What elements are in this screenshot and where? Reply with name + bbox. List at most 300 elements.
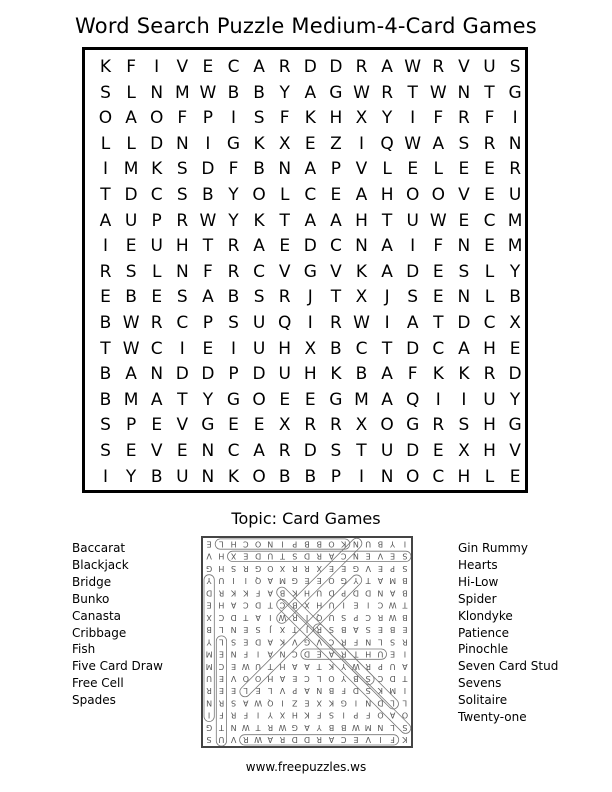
answer-key-letter: O <box>267 563 274 573</box>
grid-letter: H <box>175 236 189 257</box>
grid-letter: D <box>508 364 522 385</box>
grid-letter: D <box>124 185 138 205</box>
answer-key-letter: O <box>401 710 409 720</box>
grid-letter: B <box>227 82 240 103</box>
answer-key-letter: R <box>316 625 322 635</box>
grid-letter: C <box>432 338 445 359</box>
answer-key-letter: M <box>279 576 286 586</box>
answer-key-letter: S <box>231 637 237 647</box>
grid-letter: A <box>125 364 137 385</box>
grid-letter: S <box>176 159 188 180</box>
answer-key-letter: A <box>328 551 335 561</box>
answer-key-letter: D <box>365 588 372 598</box>
grid-letter: D <box>329 57 343 77</box>
word-list-item: Klondyke <box>458 608 513 623</box>
answer-key-letter: K <box>328 698 335 708</box>
answer-key-letter: Q <box>316 612 323 622</box>
grid-letter: R <box>150 313 163 333</box>
grid-letter: E <box>432 441 444 461</box>
grid-letter: N <box>150 82 164 103</box>
answer-key-letter: N <box>230 723 237 732</box>
grid-letter: B <box>150 466 163 487</box>
grid-letter: N <box>508 133 522 154</box>
grid-letter: A <box>253 57 265 77</box>
word-list-item: Twenty-one <box>458 710 527 725</box>
grid-letter: T <box>433 313 444 333</box>
grid-letter: D <box>303 57 317 77</box>
answer-key-letter: R <box>292 612 298 622</box>
grid-letter: P <box>125 415 137 436</box>
answer-key-letter: X <box>316 563 322 573</box>
answer-key-letter: E <box>390 551 396 561</box>
grid-letter: I <box>410 236 416 257</box>
answer-key-letter: O <box>254 674 262 683</box>
answer-key-letter: W <box>254 735 263 745</box>
answer-key-letter: R <box>279 735 286 745</box>
answer-key-letter: D <box>255 600 262 610</box>
answer-key-letter: V <box>365 563 371 573</box>
grid-letter: K <box>432 364 444 385</box>
grid-letter: B <box>99 364 112 385</box>
answer-key-letter: D <box>389 674 396 683</box>
grid-letter: K <box>330 364 342 385</box>
grid-letter: U <box>406 210 419 231</box>
grid-letter: N <box>457 236 471 257</box>
grid-letter: E <box>253 415 265 436</box>
grid-letter: R <box>381 82 393 103</box>
answer-key-letter: D <box>328 588 335 598</box>
grid-letter: R <box>278 57 291 77</box>
answer-key-letter: E <box>243 551 249 561</box>
answer-key-letter: W <box>351 661 360 671</box>
answer-key-letter: G <box>340 576 347 586</box>
grid-letter: D <box>406 441 420 461</box>
grid-letter: W <box>122 313 140 333</box>
answer-key-letter: U <box>328 612 335 622</box>
puzzle-grid <box>82 47 528 493</box>
grid-letter: M <box>354 389 369 410</box>
grid-letter: S <box>458 261 470 282</box>
grid-letter: B <box>253 82 265 103</box>
word-list-item: Hi-Low <box>458 574 499 589</box>
grid-letter: V <box>458 185 470 205</box>
answer-key-letter: D <box>352 686 359 696</box>
answer-key-letter: T <box>267 600 273 610</box>
word-list-item: Fish <box>72 642 96 657</box>
grid-letter: C <box>432 466 445 487</box>
grid-letter: Y <box>228 210 239 231</box>
grid-letter: E <box>484 185 495 205</box>
grid-letter: T <box>100 338 111 359</box>
answer-key-letter: X <box>230 551 237 561</box>
grid-letter: N <box>201 466 215 487</box>
answer-key-letter: T <box>267 661 273 671</box>
answer-key-letter: W <box>241 661 250 671</box>
answer-key-letter: A <box>304 686 310 696</box>
answer-key-letter: G <box>291 576 298 586</box>
grid-letter: G <box>508 82 522 103</box>
answer-key-letter: R <box>243 735 249 745</box>
answer-key-letter: D <box>255 637 262 647</box>
grid-letter: S <box>458 133 470 154</box>
puzzle-title: Word Search Puzzle Medium-4-Card Games <box>75 14 537 38</box>
word-list-item: Solitaire <box>458 693 508 708</box>
answer-key-letter: R <box>218 588 225 598</box>
answer-key-letter: B <box>206 625 212 635</box>
answer-key-letter: I <box>342 710 345 720</box>
answer-key-letter: D <box>303 551 311 561</box>
answer-key-letter: H <box>218 551 225 561</box>
grid-letter: C <box>150 338 163 359</box>
answer-key-letter: S <box>328 625 335 635</box>
answer-key-letter: E <box>206 600 212 610</box>
grid-letter: L <box>484 287 495 308</box>
answer-key-letter: V <box>316 637 322 647</box>
grid-letter: C <box>355 338 368 359</box>
answer-key-letter: I <box>354 698 358 708</box>
grid-letter: A <box>406 313 419 333</box>
answer-key-letter: E <box>353 735 359 745</box>
answer-key-letter: G <box>352 563 360 573</box>
answer-key-letter: C <box>218 661 225 671</box>
answer-key-letter: R <box>267 723 274 732</box>
answer-key-letter: G <box>254 563 262 573</box>
answer-key-letter: E <box>231 686 237 696</box>
grid-letter: R <box>278 287 291 308</box>
grid-letter: O <box>380 415 394 436</box>
word-list-left <box>72 540 163 709</box>
answer-key-letter: T <box>255 723 261 732</box>
answer-key-letter: S <box>255 625 261 635</box>
grid-letter: B <box>99 313 112 333</box>
answer-key-letter: U <box>255 661 262 671</box>
grid-letter: R <box>329 313 342 333</box>
grid-letter: S <box>253 287 265 308</box>
answer-key-letter: G <box>340 698 347 708</box>
answer-key-letter: H <box>279 661 286 671</box>
grid-letter: Y <box>125 466 137 487</box>
answer-key-letter: C <box>377 600 384 610</box>
answer-key-letter: E <box>292 674 298 683</box>
answer-key-letter: R <box>206 686 212 696</box>
grid-letter: N <box>175 133 189 154</box>
grid-letter: O <box>405 466 420 487</box>
grid-letter: E <box>176 441 188 461</box>
grid-letter: E <box>484 236 495 257</box>
answer-key-letter: C <box>243 539 249 549</box>
answer-key-letter: E <box>390 649 396 659</box>
grid-letter: D <box>457 313 471 333</box>
grid-letter: Y <box>381 108 393 129</box>
grid-letter: G <box>226 389 241 410</box>
answer-key-letter: E <box>402 625 408 635</box>
topic-label: Topic: Card Games <box>231 509 381 528</box>
answer-key-letter: S <box>206 735 212 745</box>
grid-letter: K <box>227 466 240 487</box>
grid-letter: E <box>202 57 214 77</box>
grid-letter: G <box>201 415 215 436</box>
grid-letter: S <box>176 287 188 308</box>
grid-letter: E <box>151 287 163 308</box>
answer-key-letter: B <box>377 539 384 549</box>
answer-key-letter: K <box>304 710 310 720</box>
grid-letter: S <box>100 415 111 436</box>
answer-key-letter: B <box>340 723 347 732</box>
grid-letter: Z <box>330 133 342 154</box>
grid-letter: E <box>279 389 291 410</box>
grid-letter: H <box>483 415 496 436</box>
answer-key-letter: P <box>292 539 298 549</box>
word-list-item: Seven Card Stud <box>458 659 559 674</box>
grid-letter: S <box>253 108 265 129</box>
grid-letter: E <box>330 185 342 205</box>
answer-key-letter: V <box>365 735 371 745</box>
answer-key-letter: A <box>267 735 274 745</box>
answer-key-letter: W <box>278 723 287 732</box>
grid-letter: N <box>355 236 368 257</box>
grid-letter: T <box>177 389 188 410</box>
answer-key-letter: A <box>304 661 310 671</box>
answer-key-letter: C <box>292 649 298 659</box>
answer-key-letter: O <box>328 576 335 586</box>
grid-letter: J <box>307 287 313 308</box>
answer-key-letter: B <box>316 539 322 549</box>
grid-letter: W <box>404 57 422 77</box>
answer-key-letter: Y <box>341 674 347 683</box>
answer-key-letter: H <box>218 563 225 573</box>
answer-key-letter: I <box>403 686 407 696</box>
grid-letter: U <box>150 236 163 257</box>
answer-key-letter: E <box>353 600 359 610</box>
answer-key-letter: I <box>207 710 211 720</box>
grid-letter: S <box>125 261 137 282</box>
answer-key-letter: U <box>218 576 225 586</box>
answer-key-letter: Y <box>390 539 396 549</box>
answer-key-letter: D <box>303 649 311 659</box>
grid-letter: L <box>382 159 392 180</box>
grid-letter: D <box>252 364 266 385</box>
grid-letter: A <box>381 261 393 282</box>
answer-key-letter: D <box>230 612 237 622</box>
grid-letter: I <box>102 236 108 257</box>
grid-letter: L <box>151 261 162 282</box>
grid-letter: C <box>483 313 496 333</box>
answer-key-letter: P <box>341 588 347 598</box>
grid-letter: V <box>176 57 189 77</box>
grid-letter: K <box>151 159 163 180</box>
answer-key-letter: U <box>328 600 335 610</box>
grid-letter: L <box>484 261 495 282</box>
grid-letter: U <box>278 364 291 385</box>
answer-key-letter: D <box>255 551 262 561</box>
grid-letter: I <box>205 133 211 154</box>
grid-letter: E <box>432 261 444 282</box>
word-list-right <box>458 540 558 726</box>
grid-letter: K <box>253 210 265 231</box>
grid-letter: I <box>102 159 108 180</box>
grid-letter: A <box>381 236 393 257</box>
grid-letter: R <box>176 210 189 231</box>
answer-key-letter: H <box>303 588 311 598</box>
grid-letter: P <box>228 364 239 385</box>
grid-letter: I <box>179 338 185 359</box>
grid-letter: F <box>433 108 444 129</box>
grid-letter: I <box>410 108 416 129</box>
grid-letter: T <box>407 82 418 103</box>
answer-key-letter: V <box>279 686 286 696</box>
answer-key-letter: N <box>365 698 372 708</box>
grid-letter: R <box>304 415 317 436</box>
grid-letter: E <box>484 159 495 180</box>
answer-key-letter: E <box>206 539 212 549</box>
answer-key-letter: E <box>255 686 261 696</box>
grid-letter: A <box>304 82 317 103</box>
answer-key-letter: T <box>292 625 298 635</box>
answer-key-letter: R <box>243 563 249 573</box>
answer-key-letter: C <box>340 551 347 561</box>
answer-key-letter: H <box>365 649 372 659</box>
answer-key-letter: D <box>206 588 213 598</box>
grid-letter: N <box>380 466 394 487</box>
answer-key-letter: Y <box>341 661 347 671</box>
grid-letter: N <box>150 364 164 385</box>
answer-key-letter: U <box>316 588 323 598</box>
grid-letter: L <box>100 133 111 154</box>
grid-letter: E <box>125 441 137 461</box>
grid-letter: C <box>329 236 342 257</box>
grid-letter: W <box>429 82 447 103</box>
grid-letter: A <box>253 441 265 461</box>
answer-key-letter: R <box>292 563 298 573</box>
answer-key-letter: A <box>304 723 310 732</box>
grid-letter: P <box>330 159 342 180</box>
answer-key-letter: A <box>279 674 286 683</box>
word-list-item: Free Cell <box>72 676 124 691</box>
answer-key-letter: U <box>206 674 213 683</box>
answer-key-letter: E <box>304 576 310 586</box>
answer-key-letter: B <box>389 625 396 635</box>
answer-key-letter: N <box>279 649 286 659</box>
answer-key-letter: T <box>218 723 224 732</box>
grid-letter: E <box>228 415 239 436</box>
grid-letter: Q <box>380 133 394 154</box>
answer-key-letter: C <box>365 612 371 622</box>
answer-key-letter: H <box>218 600 225 610</box>
answer-key-letter: O <box>328 539 335 549</box>
answer-key-letter: V <box>230 735 237 745</box>
answer-key-letter: N <box>267 539 274 549</box>
answer-key-letter: T <box>316 661 322 671</box>
grid-letter: I <box>358 466 364 487</box>
grid-letter: X <box>355 415 368 436</box>
answer-key-letter: C <box>218 612 225 622</box>
answer-key-letter: R <box>340 649 347 659</box>
grid-letter: I <box>435 389 441 410</box>
answer-key-letter: N <box>316 686 323 696</box>
word-list-item: Pinochle <box>458 642 509 657</box>
grid-letter: D <box>175 364 189 385</box>
grid-letter: U <box>176 466 189 487</box>
solution-loop <box>275 585 377 687</box>
grid-letter: V <box>355 159 368 180</box>
grid-letter: C <box>176 313 189 333</box>
grid-letter: O <box>405 185 420 205</box>
grid-letter: D <box>406 338 420 359</box>
answer-key-letter: C <box>377 674 384 683</box>
answer-key-letter: T <box>402 674 408 683</box>
answer-key-letter: X <box>279 710 286 720</box>
answer-key-letter: I <box>269 612 272 622</box>
grid-letter: H <box>278 338 292 359</box>
answer-key-letter: L <box>390 698 395 708</box>
word-list-item: Bridge <box>72 574 112 589</box>
grid-letter: H <box>355 210 368 231</box>
answer-key-letter: E <box>316 649 322 659</box>
answer-key-letter: D <box>291 735 298 745</box>
grid-letter: A <box>381 364 393 385</box>
grid-letter: B <box>253 159 265 180</box>
grid-letter: F <box>228 159 239 180</box>
answer-key-letter: Y <box>353 576 359 586</box>
answer-key-letter: N <box>230 649 237 659</box>
answer-key-letter: R <box>230 710 237 720</box>
grid-letter: P <box>330 466 342 487</box>
grid-letter: E <box>509 466 521 487</box>
grid-letter: N <box>201 441 215 461</box>
answer-key-letter: K <box>279 637 286 647</box>
word-list-item: Gin Rummy <box>458 541 528 555</box>
grid-letter: J <box>384 287 390 308</box>
grid-letter: E <box>304 133 316 154</box>
answer-key-letter: P <box>292 686 298 696</box>
grid-letter: X <box>355 108 368 129</box>
answer-key-letter: B <box>304 539 310 549</box>
answer-key-letter: A <box>389 588 396 598</box>
answer-key-letter: I <box>342 600 345 610</box>
grid-letter: R <box>432 415 445 436</box>
grid-letter: A <box>99 210 112 231</box>
grid-letter: F <box>484 108 495 129</box>
grid-letter: U <box>483 57 496 77</box>
answer-key-letter: K <box>402 735 408 745</box>
grid-letter: A <box>304 210 317 231</box>
grid-letter: A <box>253 236 265 257</box>
grid-letter: E <box>458 210 470 231</box>
answer-key-letter: B <box>402 612 408 622</box>
grid-letter: V <box>509 441 521 461</box>
grid-letter: U <box>483 389 496 410</box>
answer-key-letter: S <box>341 612 347 622</box>
answer-key-letter: T <box>402 600 408 610</box>
answer-key-letter: B <box>402 588 408 598</box>
grid-letter: V <box>176 415 189 436</box>
answer-key-letter: F <box>341 686 347 696</box>
grid-letter: G <box>303 261 317 282</box>
grid-letter: Y <box>202 389 214 410</box>
grid-letter: Y <box>279 82 290 103</box>
answer-key-letter: W <box>254 698 263 708</box>
answer-key-letter: O <box>254 539 262 549</box>
grid-letter: T <box>484 82 495 103</box>
answer-key-letter: L <box>219 637 224 647</box>
grid-letter: I <box>384 313 390 333</box>
answer-key-letter: Y <box>316 723 322 732</box>
answer-key-letter: A <box>328 649 335 659</box>
answer-key-letter: E <box>243 637 249 647</box>
grid-letter: I <box>307 313 313 333</box>
answer-key-letter: A <box>389 710 396 720</box>
answer-key-letter: A <box>328 735 335 745</box>
